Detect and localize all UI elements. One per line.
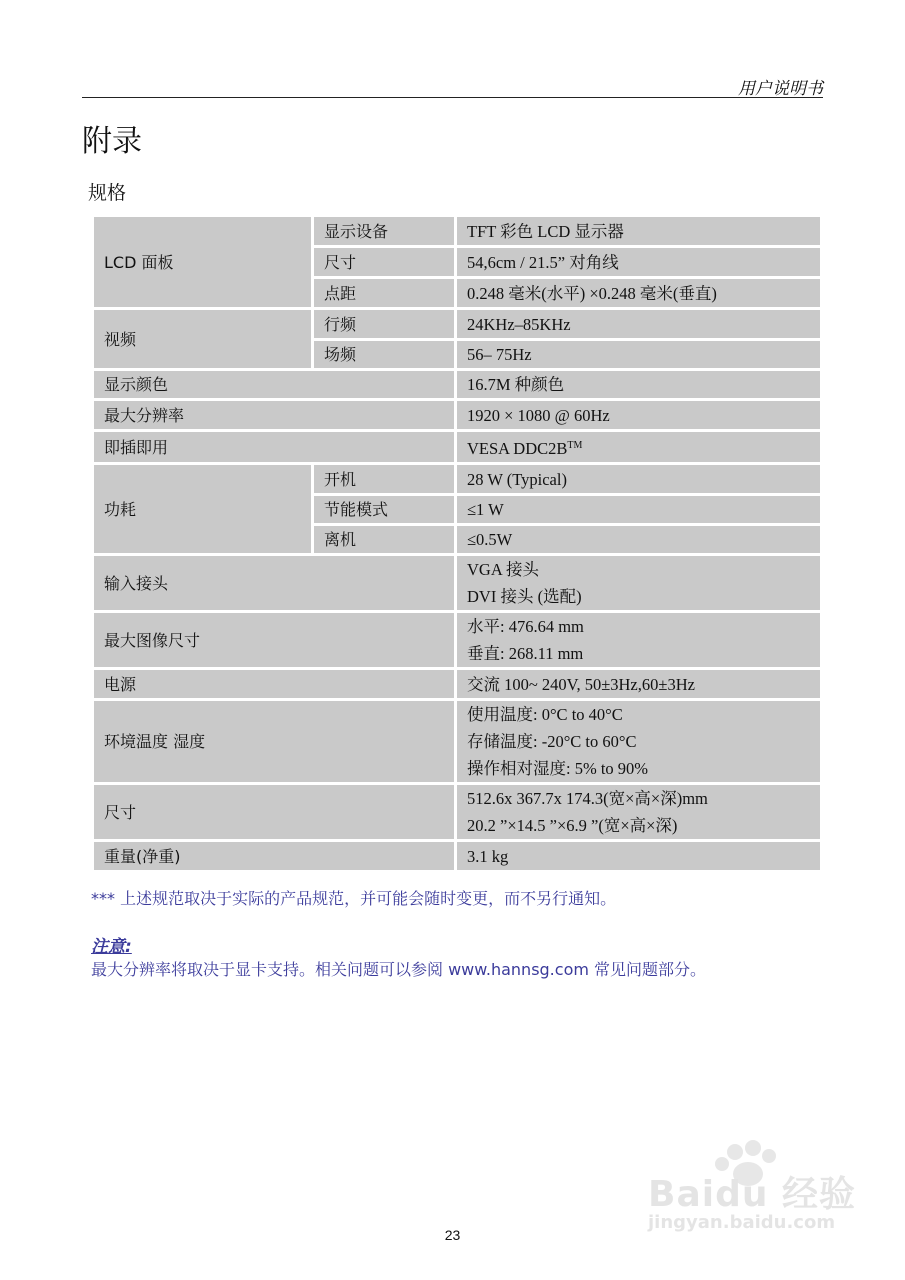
table-row xyxy=(94,842,820,870)
baidu-watermark xyxy=(640,1140,860,1240)
vertical-freq-label: 场频 xyxy=(314,341,454,368)
trademark-mark: TM xyxy=(567,440,583,451)
specifications-table xyxy=(91,214,823,873)
plug-and-play-label: 即插即用 xyxy=(94,432,454,462)
power-consumption-label: 功耗 xyxy=(94,465,311,553)
image-size-vertical: 垂直: 268.11 mm xyxy=(467,644,584,663)
dimensions-label: 尺寸 xyxy=(94,785,454,839)
max-image-size-label: 最大图像尺寸 xyxy=(94,613,454,667)
colors-value: 16.7M 种颜色 xyxy=(457,371,820,398)
note-title: 注意: xyxy=(91,937,132,957)
input-connector-dvi: DVI 接头 (选配) xyxy=(467,587,582,606)
size-label: 尺寸 xyxy=(314,248,454,276)
plug-and-play-text: VESA DDC2B xyxy=(467,439,568,458)
table-row xyxy=(94,371,820,398)
table-row xyxy=(94,670,820,698)
vertical-freq-value: 56– 75Hz xyxy=(457,341,820,368)
max-resolution-label: 最大分辨率 xyxy=(94,401,454,429)
power-source-label: 电源 xyxy=(94,670,454,698)
lcd-panel-label: LCD 面板 xyxy=(94,217,311,307)
table-row xyxy=(94,701,820,782)
table-row xyxy=(94,465,820,493)
dimensions-inch: 20.2 ”×14.5 ”×6.9 ”(宽×高×深) xyxy=(467,816,678,835)
table-row xyxy=(94,401,820,429)
page-number: 23 xyxy=(444,1227,461,1243)
power-on-value: 28 W (Typical) xyxy=(457,465,820,493)
table-row xyxy=(94,217,820,245)
horizontal-freq-label: 行频 xyxy=(314,310,454,338)
environment-label xyxy=(94,701,454,782)
power-source-value: 交流 100~ 240V, 50±3Hz,60±3Hz xyxy=(457,670,820,698)
operating-humidity: 操作相对湿度: 5% to 90% xyxy=(467,759,649,778)
dot-pitch-value: 0.248 毫米(水平) ×0.248 毫米(垂直) xyxy=(457,279,820,307)
weight-value: 3.1 kg xyxy=(457,842,820,870)
dimensions-mm: 512.6x 367.7x 174.3(宽×高×深)mm xyxy=(467,789,708,808)
table-row xyxy=(94,785,820,839)
horizontal-freq-value: 24KHz–85KHz xyxy=(457,310,820,338)
header-divider xyxy=(82,97,823,98)
dimensions-value xyxy=(457,785,820,839)
dot-pitch-label: 点距 xyxy=(314,279,454,307)
video-label: 视频 xyxy=(94,310,311,368)
operating-temperature: 使用温度: 0°C to 40°C xyxy=(467,705,623,724)
table-row xyxy=(94,432,820,462)
power-saving-label: 节能模式 xyxy=(314,496,454,523)
power-off-label: 离机 xyxy=(314,526,454,553)
watermark-brand: Baidu 经验 xyxy=(648,1174,857,1215)
size-value: 54,6cm / 21.5” 对角线 xyxy=(457,248,820,276)
environment-temperature-label: 环境温度 xyxy=(104,732,169,751)
input-connectors-value xyxy=(457,556,820,610)
weight-label: 重量(净重) xyxy=(94,842,454,870)
section-title: 规格 xyxy=(88,182,127,204)
power-on-label: 开机 xyxy=(314,465,454,493)
table-row xyxy=(94,310,820,338)
spec-footnote: *** 上述规范取决于实际的产品规范，并可能会随时变更，而不另行通知。 xyxy=(91,889,617,908)
input-connectors-label: 输入接头 xyxy=(94,556,454,610)
display-device-label: 显示设备 xyxy=(314,217,454,245)
image-size-horizontal: 水平: 476.64 mm xyxy=(467,617,584,636)
document-header-title: 用户说明书 xyxy=(738,79,823,99)
colors-label: 显示颜色 xyxy=(94,371,454,398)
display-device-value: TFT 彩色 LCD 显示器 xyxy=(457,217,820,245)
storage-temperature: 存储温度: -20°C to 60°C xyxy=(467,732,637,751)
power-off-value: ≤0.5W xyxy=(457,526,820,553)
page-title: 附录 xyxy=(82,124,142,159)
environment-value xyxy=(457,701,820,782)
watermark-url: jingyan.baidu.com xyxy=(648,1212,836,1233)
max-image-size-value xyxy=(457,613,820,667)
input-connector-vga: VGA 接头 xyxy=(467,560,539,579)
table-row xyxy=(94,556,820,610)
max-resolution-value: 1920 × 1080 @ 60Hz xyxy=(457,401,820,429)
environment-humidity-label: 湿度 xyxy=(173,732,206,751)
plug-and-play-value xyxy=(457,432,820,462)
note-text: 最大分辨率将取决于显卡支持。相关问题可以参阅 www.hannsg.com 常见问题部分。 xyxy=(91,960,707,979)
table-row xyxy=(94,613,820,667)
power-saving-value: ≤1 W xyxy=(457,496,820,523)
